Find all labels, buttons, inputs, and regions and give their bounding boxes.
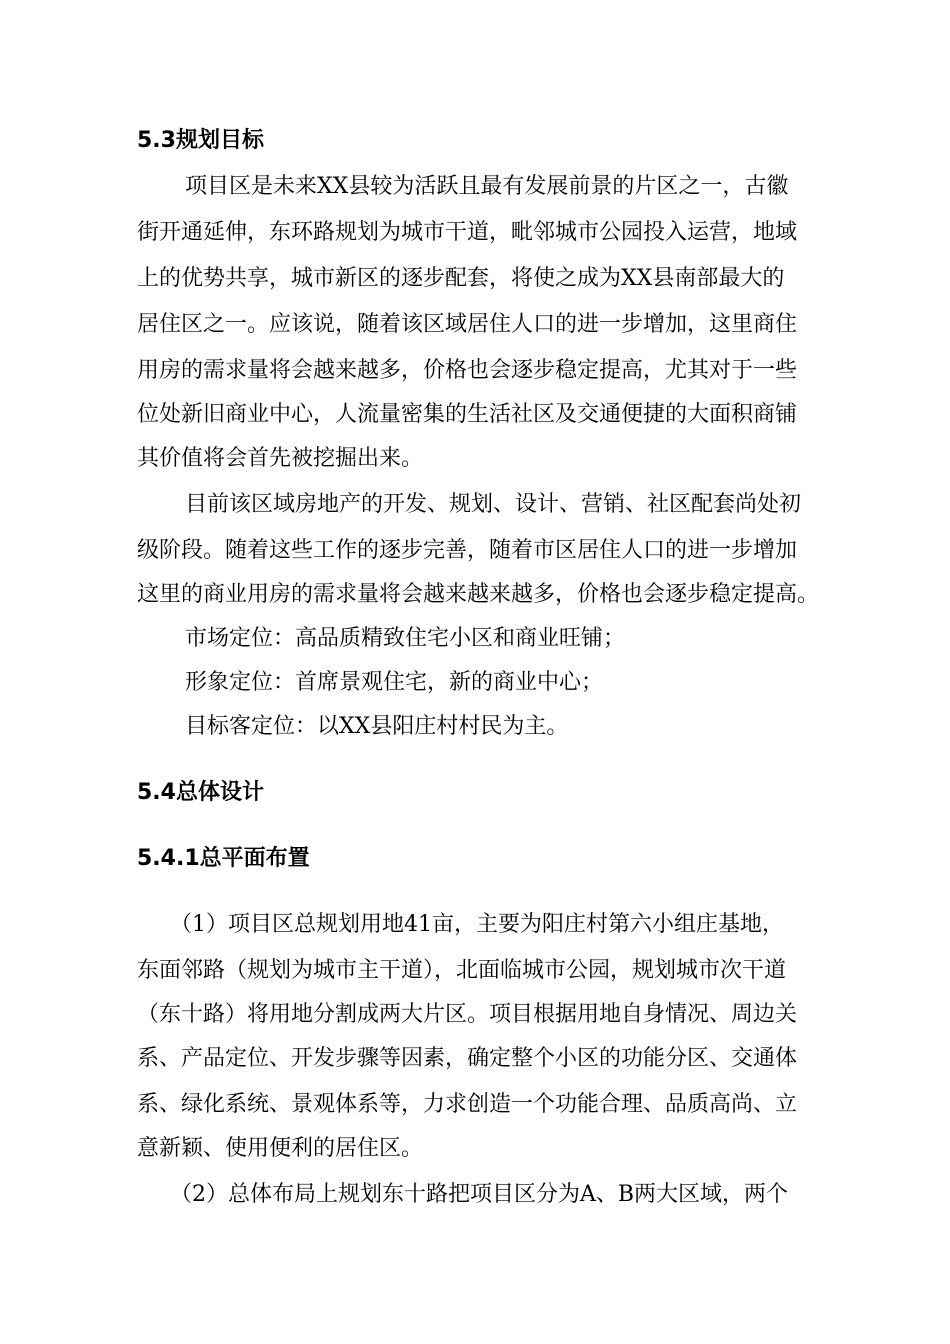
- section-heading-5-3: 5.3规划目标: [137, 128, 264, 153]
- paragraph-line: 系、绿化系统、景观体系等，力求创造一个功能合理、品质高尚、立: [137, 1092, 798, 1117]
- paragraph-line: （东十路）将用地分割成两大片区。项目根据用地自身情况、周边关: [137, 1002, 798, 1027]
- paragraph-line: 目前该区域房地产的开发、规划、设计、营销、社区配套尚处初: [185, 492, 802, 517]
- paragraph-line: 级阶段。随着这些工作的逐步完善，随着市区居住人口的进一步增加: [137, 538, 798, 563]
- section-heading-5-4-1: 5.4.1总平面布置: [137, 846, 310, 871]
- paragraph-line: 街开通延伸，东环路规划为城市干道，毗邻城市公园投入运营，地域: [137, 220, 798, 245]
- paragraph-line: （1）项目区总规划用地41亩，主要为阳庄村第六小组庄基地，: [170, 912, 784, 937]
- market-positioning: 市场定位：高品质精致住宅小区和商业旺铺；: [185, 626, 626, 651]
- paragraph-line: 居住区之一。应该说，随着该区域居住人口的进一步增加，这里商住: [137, 312, 798, 337]
- paragraph-line: 这里的商业用房的需求量将会越来越来越多，价格也会逐步稳定提高。: [137, 582, 820, 607]
- paragraph-line: 系、产品定位、开发步骤等因素，确定整个小区的功能分区、交通体: [137, 1046, 798, 1071]
- customer-positioning: 目标客定位：以XX县阳庄村村民为主。: [185, 714, 569, 739]
- paragraph-line: 东面邻路（规划为城市主干道），北面临城市公园，规划城市次干道: [137, 958, 787, 983]
- paragraph-line: 其价值将会首先被挖掘出来。: [137, 446, 424, 471]
- paragraph-line: 项目区是未来XX县较为活跃且最有发展前景的片区之一，古徽: [185, 174, 789, 199]
- section-heading-5-4: 5.4总体设计: [137, 780, 264, 805]
- image-positioning: 形象定位：首席景观住宅，新的商业中心；: [185, 670, 604, 695]
- paragraph-line: 位处新旧商业中心，人流量密集的生活社区及交通便捷的大面积商铺: [137, 402, 798, 427]
- paragraph-line: 用房的需求量将会越来越多，价格也会逐步稳定提高，尤其对于一些: [137, 358, 798, 383]
- paragraph-line: 上的优势共享，城市新区的逐步配套，将使之成为XX县南部最大的: [137, 266, 785, 291]
- paragraph-line: （2）总体布局上规划东十路把项目区分为A、B两大区域，两个: [170, 1182, 789, 1207]
- paragraph-line: 意新颖、使用便利的居住区。: [137, 1136, 424, 1161]
